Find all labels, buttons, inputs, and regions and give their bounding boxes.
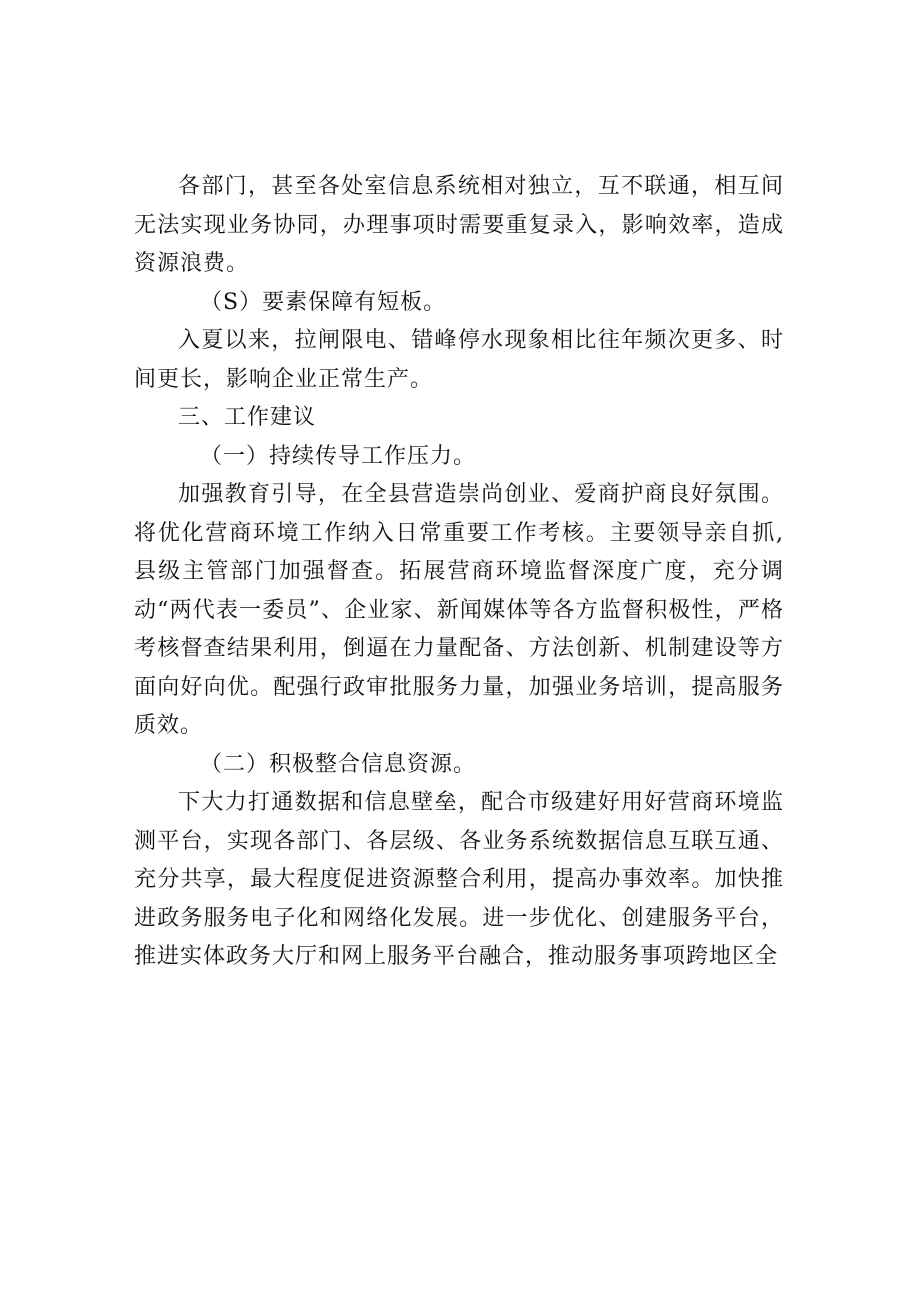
heading-work-pressure: （一）持续传导工作压力。 <box>200 443 477 469</box>
document-body <box>134 168 784 977</box>
heading-element-guarantee: （S）要素保障有短板。 <box>200 289 447 315</box>
paragraph-education-guidance: 加强教育引导，在全县营造崇尚创业、爱商护商良好氛围。将优化营商环境工作纳入日常重要工作考核。主要领导亲自抓,县级主管部门加强督查。拓展营商环境监督深度广度，充分调动“两代表一委员”、企业家、新闻媒体等各方监督积极性，严格考核督查结果利用，倒逼在力量配备、方法创新、机制建设等方面向好向优。配强行政审批服务力量，加强业务培训，提高服务质效。 <box>134 482 784 738</box>
heading-work-suggestions: 三、工作建议 <box>178 405 317 430</box>
heading-integrate-information: （二）积极整合信息资源。 <box>200 751 477 777</box>
paragraph-information-systems: 各部门，甚至各处室信息系统相对独立，互不联通，相互间无法实现业务协同，办理事项时需要重复录入，影响效率，造成资源浪费。 <box>134 174 784 276</box>
paragraph-data-barriers: 下大力打通数据和信息壁垒，配合市级建好用好营商环境监测平台，实现各部门、各层级、各业务系统数据信息互联互通、充分共享，最大程度促进资源整合利用，提高办事效率。加快推进政务服务电子化和网络化发展。进一步优化、创建服务平台，推进实体政务大厅和网上服务平台融合，推动服务事项跨地区全 <box>134 790 784 969</box>
paragraph-power-water: 入夏以来，拉闸限电、错峰停水现象相比往年频次更多、时间更长，影响企业正常生产。 <box>134 328 784 392</box>
